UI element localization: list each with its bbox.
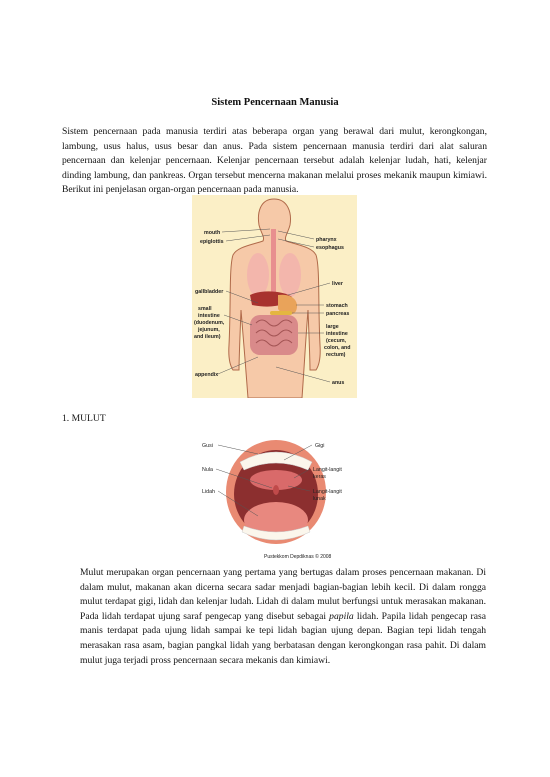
label-langit-keras-1: Langit-langit: [313, 467, 342, 473]
label-langit-keras-2: keras: [313, 474, 326, 480]
mulut-text-part-1: Mulut merupakan organ pencernaan yang pertama yang bertugas dalam proses pencernaan makanan. Di dalam mulut, makanan akan dicerna secara sadar menjadi bagian-bagian lebih kecil. Di dalam rongga mulut terdapat gigi, lidah dan kelenjar ludah. Lidah di dalam mulut berfungsi untuk merasakan makanan. Pada lidah terdapat ujung saraf pengecap yang disebut sebagai: [80, 567, 486, 622]
label-gallbladder: gallbladder: [195, 289, 224, 295]
label-small-intestine-5: and ileum): [194, 334, 221, 340]
label-anus: anus: [332, 380, 345, 386]
label-large-intestine-1: large: [326, 324, 339, 330]
label-appendix: appendix: [195, 372, 219, 378]
intestines-shape: [250, 315, 298, 355]
label-large-intestine-3: (cecum,: [326, 338, 347, 344]
label-langit-lunak-2: lunak: [313, 496, 326, 502]
label-small-intestine-2: intestine: [198, 313, 220, 319]
label-mouth: mouth: [204, 230, 221, 236]
label-gusi: Gusi: [202, 443, 213, 449]
label-large-intestine-4: colon, and: [324, 345, 351, 351]
intro-paragraph: Sistem pencernaan pada manusia terdiri atas beberapa organ yang berawal dari mulut, kerongkongan, lambung, usus halus, usus besar dan anus. Pada sistem pencernaan manusia terdiri dari alat saluran pencernaan dan kelenjar pencernaan. Kelenjar pencernaan tersebut adalah kelenjar ludah, hati, kelenjar dinding lambung, dan pankreas. Organ tersebut mencerna makanan melalui proses mekanik maupun kimiawi. Berikut ini penjelasan organ-organ pencernaan pada manusia.: [62, 126, 487, 196]
esophagus-shape: [271, 229, 276, 299]
section-heading-mulut: 1. MULUT: [62, 413, 106, 424]
label-large-intestine-5: rectum): [326, 352, 346, 358]
mulut-text-papila: papila: [329, 610, 354, 622]
mouth-diagram: [198, 432, 353, 561]
mulut-text-part-2: lidah. Papila lidah pengecap rasa manis terdapat pada ujung lidah sampai ke tepi lidah bagian ujung depan. Bagian tepi lidah tengah merasakan rasa asam, bagian pangkal lidah yang berbatasan dengan kerongkongan rasa pahit. Di dalam mulut juga terjadi pross pencernaan secara mekanis dan kimiawi.: [80, 610, 486, 666]
label-large-intestine-2: intestine: [326, 331, 348, 337]
figure-credit: Pustekkom Depdiknas © 2008: [264, 554, 332, 560]
right-lung-shape: [279, 253, 301, 297]
label-gigi: Gigi: [315, 443, 325, 449]
uvula-shape: [273, 485, 279, 495]
label-lidah: Lidah: [202, 489, 215, 495]
left-lung-shape: [247, 253, 269, 297]
pancreas-shape: [270, 311, 292, 315]
label-pharynx: pharynx: [316, 237, 337, 243]
label-liver: liver: [332, 281, 343, 287]
label-small-intestine-3: (duodenum,: [194, 320, 225, 326]
label-small-intestine-1: small: [198, 306, 212, 312]
label-small-intestine-4: jejunum,: [198, 327, 220, 333]
label-pancreas: pancreas: [326, 311, 350, 317]
label-nula: Nula: [202, 467, 213, 473]
label-epiglottis: epiglottis: [200, 239, 224, 245]
label-stomach: stomach: [326, 303, 348, 309]
label-langit-lunak-1: Langit-langit: [313, 489, 342, 495]
digestive-system-diagram: [192, 195, 357, 398]
document-title: Sistem Pencernaan Manusia: [211, 97, 339, 108]
label-esophagus: esophagus: [316, 245, 344, 251]
mulut-paragraph: [80, 566, 486, 668]
